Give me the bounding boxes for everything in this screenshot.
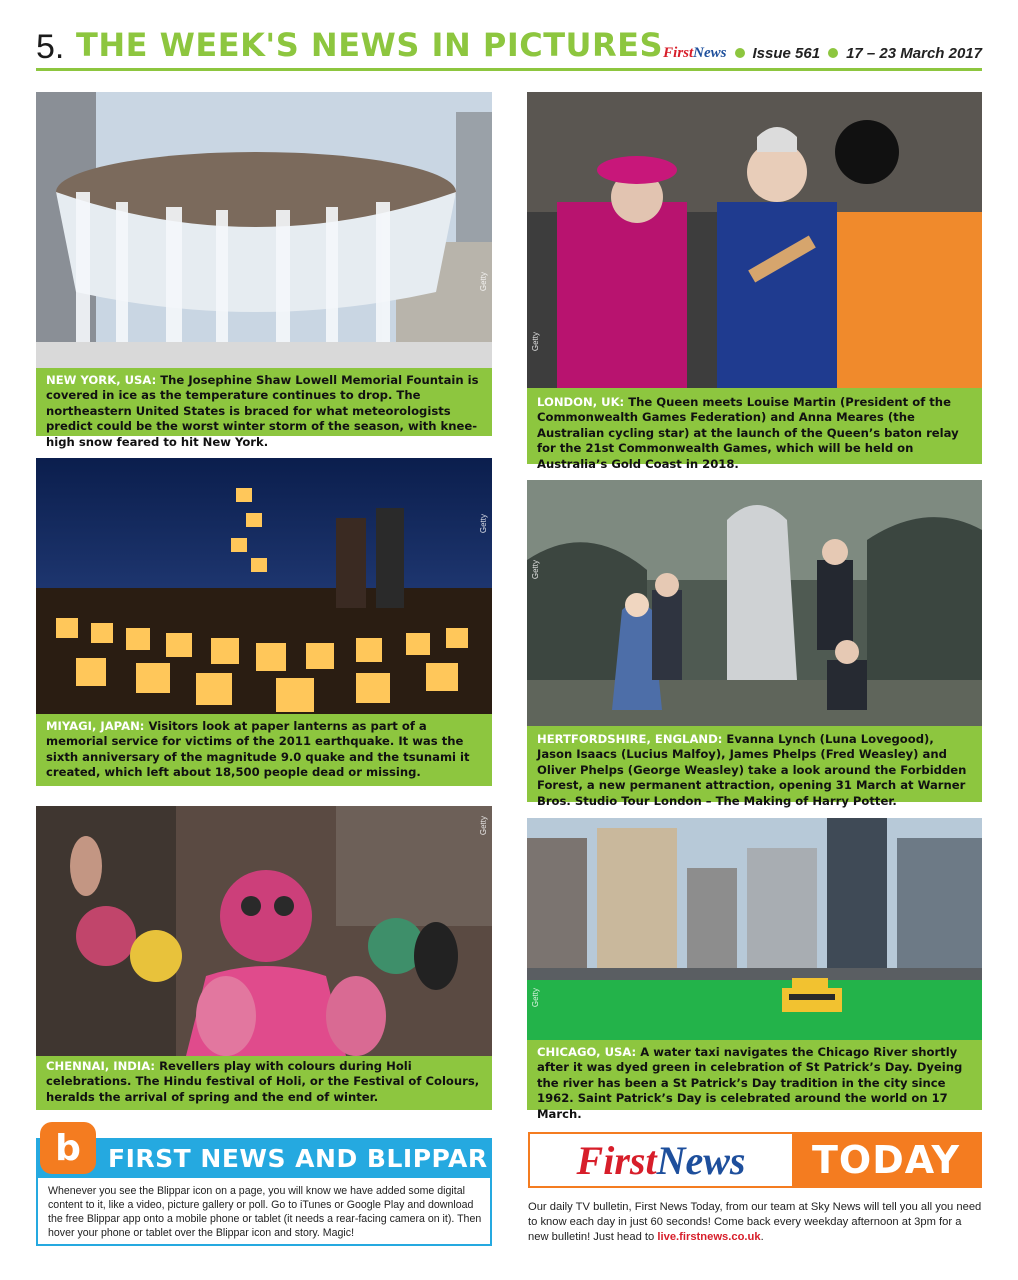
caption-text: Revellers play with colours during Holi celebrations. The Hindu festival of Holi, or the Festival of Colours, heralds the arrival of spring and the end of winter.: [46, 1059, 480, 1104]
photo-credit: Getty: [531, 332, 540, 352]
caption-location: MIYAGI, JAPAN:: [46, 719, 145, 733]
caption-location: HERTFORDSHIRE, ENGLAND:: [537, 732, 723, 746]
fn-today-label: TODAY: [792, 1134, 980, 1186]
bullet-icon: [735, 48, 745, 58]
fn-today-link[interactable]: live.firstnews.co.uk: [657, 1231, 761, 1243]
caption-london: [527, 388, 982, 471]
blippar-title: FIRST NEWS AND BLIPPAR: [108, 1144, 488, 1173]
caption-chennai: [36, 1056, 492, 1110]
blippar-icon[interactable]: b: [40, 1122, 96, 1174]
header-rule: [36, 68, 982, 71]
brand-logo: FirstNews: [663, 45, 727, 61]
caption-new-york: [36, 368, 492, 449]
page-title: THE WEEK'S NEWS IN PICTURES: [76, 26, 664, 64]
caption-text: The Josephine Shaw Lowell Memorial Fountain is covered in ice as the temperature continues to drop. The northeastern United States is braced for what meteorologists predict could be the worst winter storm of the season, with knee-high snow feared to hit New York.: [46, 373, 479, 449]
bullet-icon: [828, 48, 838, 58]
photo-credit: Getty: [479, 272, 488, 292]
issue-info: [663, 44, 982, 62]
photo-chennai-holi: [36, 806, 492, 1056]
photo-credit: Getty: [479, 816, 488, 836]
photo-hertfordshire-forest: [527, 480, 982, 726]
caption-chicago: [527, 1040, 982, 1121]
blippar-text: Whenever you see the Blippar icon on a page, you will know we have added some digital content to it, like a video, picture gallery or poll. Go to iTunes or Google Play and download the free Blippar app onto a mobile phone or tablet (it needs a rear-facing camera on it). Then hover your phone or tablet over the Blippar icon and story. Magic!: [48, 1185, 482, 1239]
fn-today-text: Our daily TV bulletin, First News Today, from our team at Sky News will tell you all you need to know each day in just 60 seconds! Come back every weekday afternoon at 3pm for a new bulletin! Just head to live.firstnews.co.uk.: [528, 1201, 982, 1243]
photo-london-queen: [527, 92, 982, 388]
caption-text: Visitors look at paper lanterns as part of a memorial service for victims of the 2011 earthquake. It was the sixth anniversary of the magnitude 9.0 quake and the tsunami it created, which left about 18,500 people dead or missing.: [46, 719, 470, 780]
issue-date: 17 – 23 March 2017: [846, 44, 982, 62]
caption-miyagi: [36, 714, 492, 786]
caption-location: LONDON, UK:: [537, 395, 625, 409]
photo-credit: Getty: [479, 514, 488, 534]
issue-number: Issue 561: [752, 44, 821, 62]
photo-miyagi-lanterns: [36, 458, 492, 714]
caption-hertfordshire: [527, 726, 982, 808]
caption-text: The Queen meets Louise Martin (President of the Commonwealth Games Federation) and Anna Meares (the Australian cycling star) at the launch of the Queen’s baton relay for the 21st Commonwealth Games, which will be held on Australia’s Gold Coast in 2018.: [537, 395, 959, 471]
photo-new-york-fountain: [36, 92, 492, 368]
caption-location: CHENNAI, INDIA:: [46, 1059, 156, 1073]
fn-today-logo: First News: [530, 1134, 792, 1186]
caption-location: CHICAGO, USA:: [537, 1045, 637, 1059]
page-number: 5.: [36, 28, 65, 66]
caption-text: Evanna Lynch (Luna Lovegood), Jason Isaacs (Lucius Malfoy), James Phelps (Fred Weasley) and Oliver Phelps (George Weasley) take a look around the Forbidden Forest, a new permanent attraction, opening 31 March at Warner Bros. Studio Tour London – The Making of Harry Potter.: [537, 732, 967, 808]
photo-credit: Getty: [531, 988, 540, 1008]
photo-credit: Getty: [531, 560, 540, 580]
caption-location: NEW YORK, USA:: [46, 373, 157, 387]
photo-chicago-river: [527, 818, 982, 1040]
caption-text: A water taxi navigates the Chicago River shortly after it was dyed green in celebration of St Patrick’s Day. Dyeing the river has been a St Patrick’s Day tradition in the city since 1962. Saint Patrick’s Day is celebrated around the world on 17 March.: [537, 1045, 963, 1121]
